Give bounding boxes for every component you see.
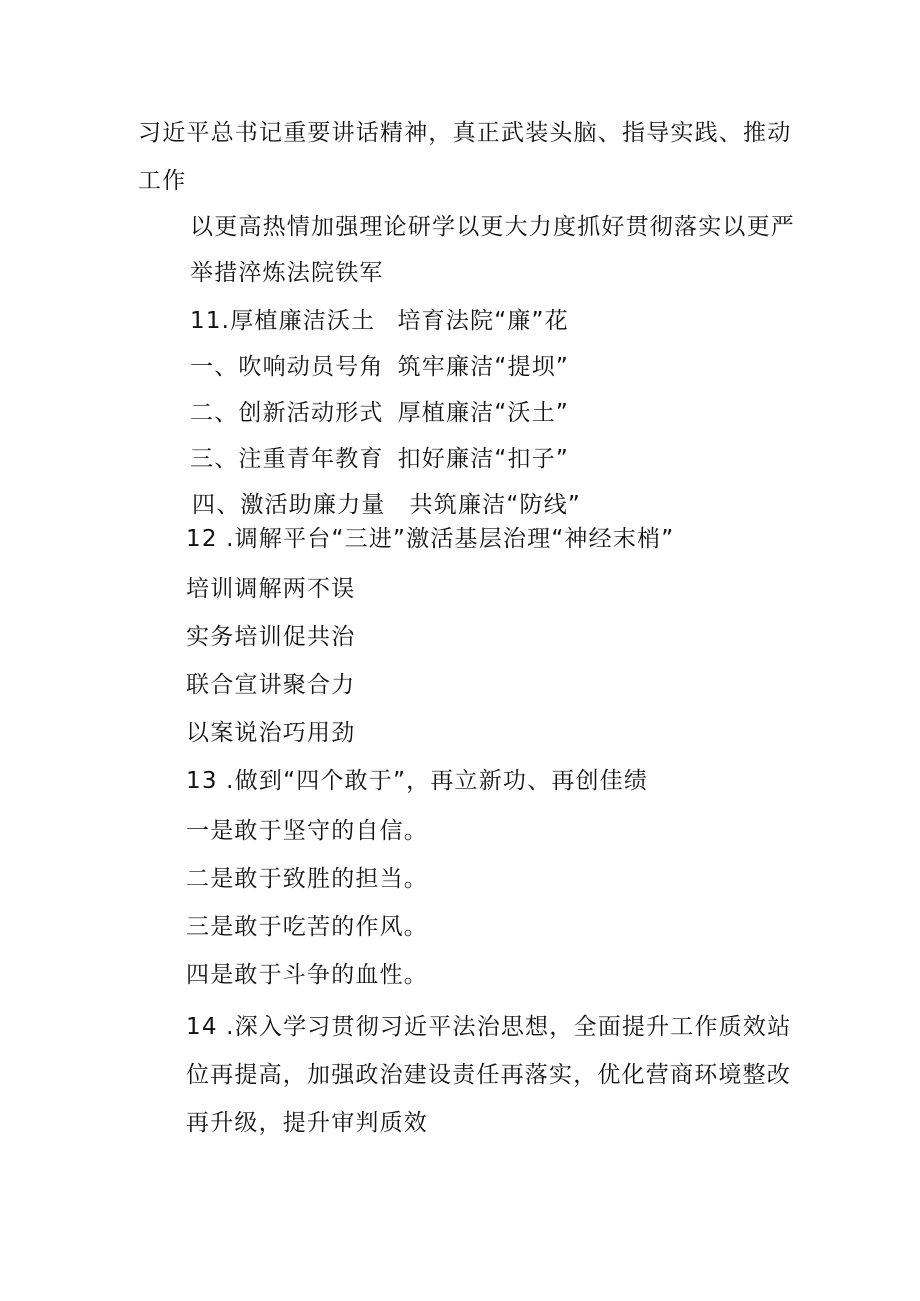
list-item — [192, 490, 581, 520]
list-item-label: 二、创新活动形式 — [190, 400, 384, 426]
paragraph-line: 再升级，提升审判质效 — [186, 1110, 428, 1136]
heading-part: 11.厚植廉洁沃土 — [190, 308, 376, 334]
section-heading-11 — [190, 306, 569, 336]
paragraph-line: 以更高热情加强理论研学以更大力度抓好贯彻落实以更严 — [190, 214, 795, 240]
list-item: 四是敢于斗争的血性。 — [186, 962, 428, 988]
list-item: 联合宣讲聚合力 — [186, 672, 356, 698]
list-item: 一是敢于坚守的自信。 — [186, 818, 428, 844]
list-item — [190, 352, 569, 382]
section-heading-14: 14 .深入学习贯彻习近平法治思想，全面提升工作质效站 — [186, 1014, 792, 1040]
list-item: 实务培训促共治 — [186, 624, 356, 650]
list-item-label: 筑牢廉洁“提坝” — [397, 354, 570, 380]
list-item-label: 厚植廉洁“沃土” — [397, 400, 570, 426]
heading-part: 培育法院“廉”花 — [397, 308, 569, 334]
list-item — [190, 444, 569, 474]
paragraph-line: 举措淬炼法院铁军 — [190, 260, 384, 286]
paragraph-line: 工作 — [138, 168, 187, 194]
list-item-label: 扣好廉洁“扣子” — [397, 446, 570, 472]
list-item: 二是敢于致胜的担当。 — [186, 866, 428, 892]
list-item-label: 一、吹响动员号角 — [190, 354, 384, 380]
list-item-label: 三、注重青年教育 — [190, 446, 384, 472]
section-heading-12: 12 .调解平台“三进”激活基层治理“神经末梢” — [186, 526, 675, 552]
list-item-label: 四、激活助廉力量 — [192, 492, 386, 518]
list-item: 三是敢于吃苦的作风。 — [186, 914, 428, 940]
list-item: 以案说治巧用劲 — [186, 720, 356, 746]
paragraph-line: 位再提高，加强政治建设责任再落实，优化营商环境整改 — [186, 1062, 791, 1088]
list-item — [190, 398, 569, 428]
list-item: 培训调解两不误 — [186, 576, 356, 602]
list-item-label: 共筑廉洁“防线” — [409, 492, 582, 518]
section-heading-13: 13 .做到“四个敢于”，再立新功、再创佳绩 — [186, 768, 649, 794]
paragraph-line: 习近平总书记重要讲话精神，真正武装头脑、指导实践、推动 — [138, 120, 792, 146]
